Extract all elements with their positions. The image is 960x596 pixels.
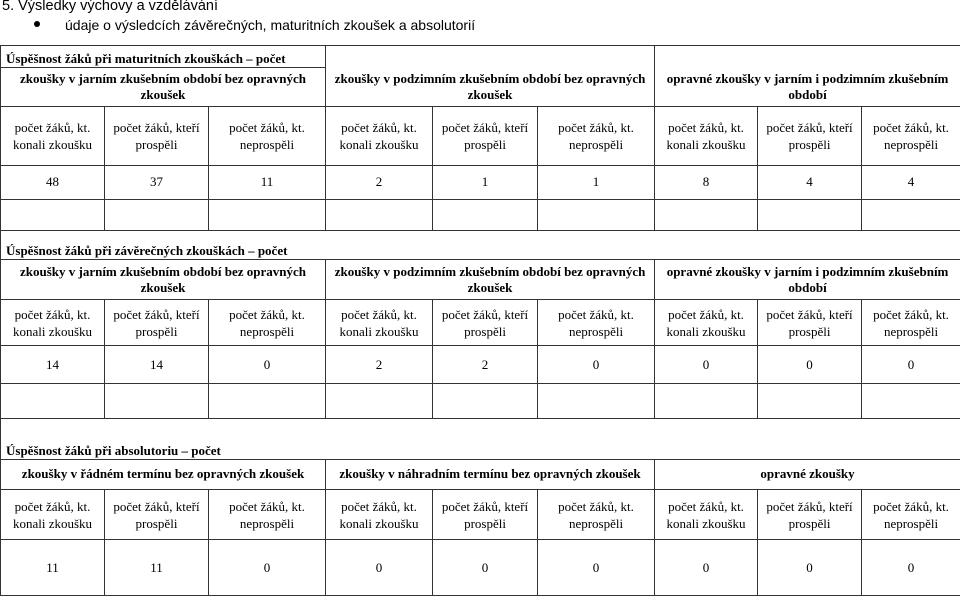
- subheader-neprospeli: počet žáků, kt. neprospěli: [862, 107, 960, 166]
- subheader-kt-konali: počet žáků, kt. konali zkoušku: [1, 300, 105, 346]
- value-cell: 2: [326, 346, 433, 384]
- subheader-prospeli: počet žáků, kteří prospěli: [758, 490, 862, 540]
- group-header: zkoušky v podzimním zkušebním období bez opravných zkoušek: [326, 259, 655, 299]
- value-cell: 8: [655, 166, 758, 200]
- group-header: zkoušky v jarním zkušebním období bez opravných zkoušek: [1, 67, 326, 106]
- value-cell: 0: [538, 346, 655, 384]
- group-header: zkoušky v jarním zkušebním období bez opravných zkoušek: [1, 259, 326, 299]
- section-title-absolutorium: Úspěšnost žáků při absolutoriu – počet: [1, 419, 960, 459]
- value-cell: 0: [209, 540, 326, 596]
- value-cell: 37: [105, 166, 209, 200]
- subheader-prospeli: počet žáků, kteří prospěli: [433, 300, 538, 346]
- value-cell: 1: [433, 166, 538, 200]
- group-header: opravné zkoušky: [655, 459, 960, 490]
- value-cell: 0: [433, 540, 538, 596]
- bullet-item: [37, 17, 475, 33]
- subheader-kt-konali: počet žáků, kt. konali zkoušku: [326, 300, 433, 346]
- value-cell: 14: [105, 346, 209, 384]
- bullet-icon: [34, 21, 40, 27]
- value-cell: 0: [862, 346, 960, 384]
- subheader-kt-konali: počet žáků, kt. konali zkoušku: [1, 490, 105, 540]
- value-cell: 0: [758, 540, 862, 596]
- group-header: zkoušky v řádném termínu bez opravných zkoušek: [1, 459, 326, 490]
- value-cell: 48: [1, 166, 105, 200]
- value-cell: 11: [1, 540, 105, 596]
- value-cell: 1: [538, 166, 655, 200]
- results-table: [0, 45, 960, 596]
- subheader-kt-konali: počet žáků, kt. konali zkoušku: [1, 107, 105, 166]
- group-header: zkoušky v podzimním zkušebním období bez opravných zkoušek: [326, 67, 655, 106]
- value-cell: 0: [862, 540, 960, 596]
- subheader-prospeli: počet žáků, kteří prospěli: [433, 490, 538, 540]
- value-cell: 4: [862, 166, 960, 200]
- subheader-kt-konali: počet žáků, kt. konali zkoušku: [655, 107, 758, 166]
- value-cell: 0: [655, 346, 758, 384]
- value-cell: 0: [538, 540, 655, 596]
- value-cell: 11: [105, 540, 209, 596]
- value-cell: 0: [655, 540, 758, 596]
- value-cell: 14: [1, 346, 105, 384]
- value-cell: 2: [433, 346, 538, 384]
- subheader-neprospeli: počet žáků, kt. neprospěli: [209, 107, 326, 166]
- bullet-text: údaje o výsledcích závěrečných, maturitních zkoušek a absolutorií: [65, 17, 476, 33]
- value-cell: 0: [209, 346, 326, 384]
- subheader-prospeli: počet žáků, kteří prospěli: [433, 107, 538, 166]
- group-header: zkoušky v náhradním termínu bez opravných zkoušek: [326, 459, 655, 490]
- subheader-neprospeli: počet žáků, kt. neprospěli: [538, 300, 655, 346]
- subheader-kt-konali: počet žáků, kt. konali zkoušku: [655, 300, 758, 346]
- subheader-neprospeli: počet žáků, kt. neprospěli: [538, 107, 655, 166]
- value-cell: 11: [209, 166, 326, 200]
- section-title-maturitni: Úspěšnost žáků při maturitních zkouškách – počet: [1, 46, 326, 68]
- value-cell: 2: [326, 166, 433, 200]
- subheader-prospeli: počet žáků, kteří prospěli: [758, 107, 862, 166]
- subheader-neprospeli: počet žáků, kt. neprospěli: [209, 490, 326, 540]
- subheader-kt-konali: počet žáků, kt. konali zkoušku: [655, 490, 758, 540]
- subheader-neprospeli: počet žáků, kt. neprospěli: [862, 490, 960, 540]
- subheader-prospeli: počet žáků, kteří prospěli: [758, 300, 862, 346]
- subheader-prospeli: počet žáků, kteří prospěli: [105, 300, 209, 346]
- page-heading: 5. Výsledky výchovy a vzdělávání: [2, 0, 218, 14]
- group-header: opravné zkoušky v jarním i podzimním zkušebním období: [655, 67, 960, 106]
- subheader-kt-konali: počet žáků, kt. konali zkoušku: [326, 107, 433, 166]
- subheader-kt-konali: počet žáků, kt. konali zkoušku: [326, 490, 433, 540]
- value-cell: 4: [758, 166, 862, 200]
- value-cell: 0: [326, 540, 433, 596]
- subheader-neprospeli: počet žáků, kt. neprospěli: [862, 300, 960, 346]
- value-cell: 0: [758, 346, 862, 384]
- subheader-prospeli: počet žáků, kteří prospěli: [105, 107, 209, 166]
- subheader-prospeli: počet žáků, kteří prospěli: [105, 490, 209, 540]
- group-header: opravné zkoušky v jarním i podzimním zkušebním období: [655, 259, 960, 299]
- subheader-neprospeli: počet žáků, kt. neprospěli: [209, 300, 326, 346]
- section-title-zaverecne: Úspěšnost žáků při závěrečných zkouškách – počet: [1, 231, 960, 259]
- subheader-neprospeli: počet žáků, kt. neprospěli: [538, 490, 655, 540]
